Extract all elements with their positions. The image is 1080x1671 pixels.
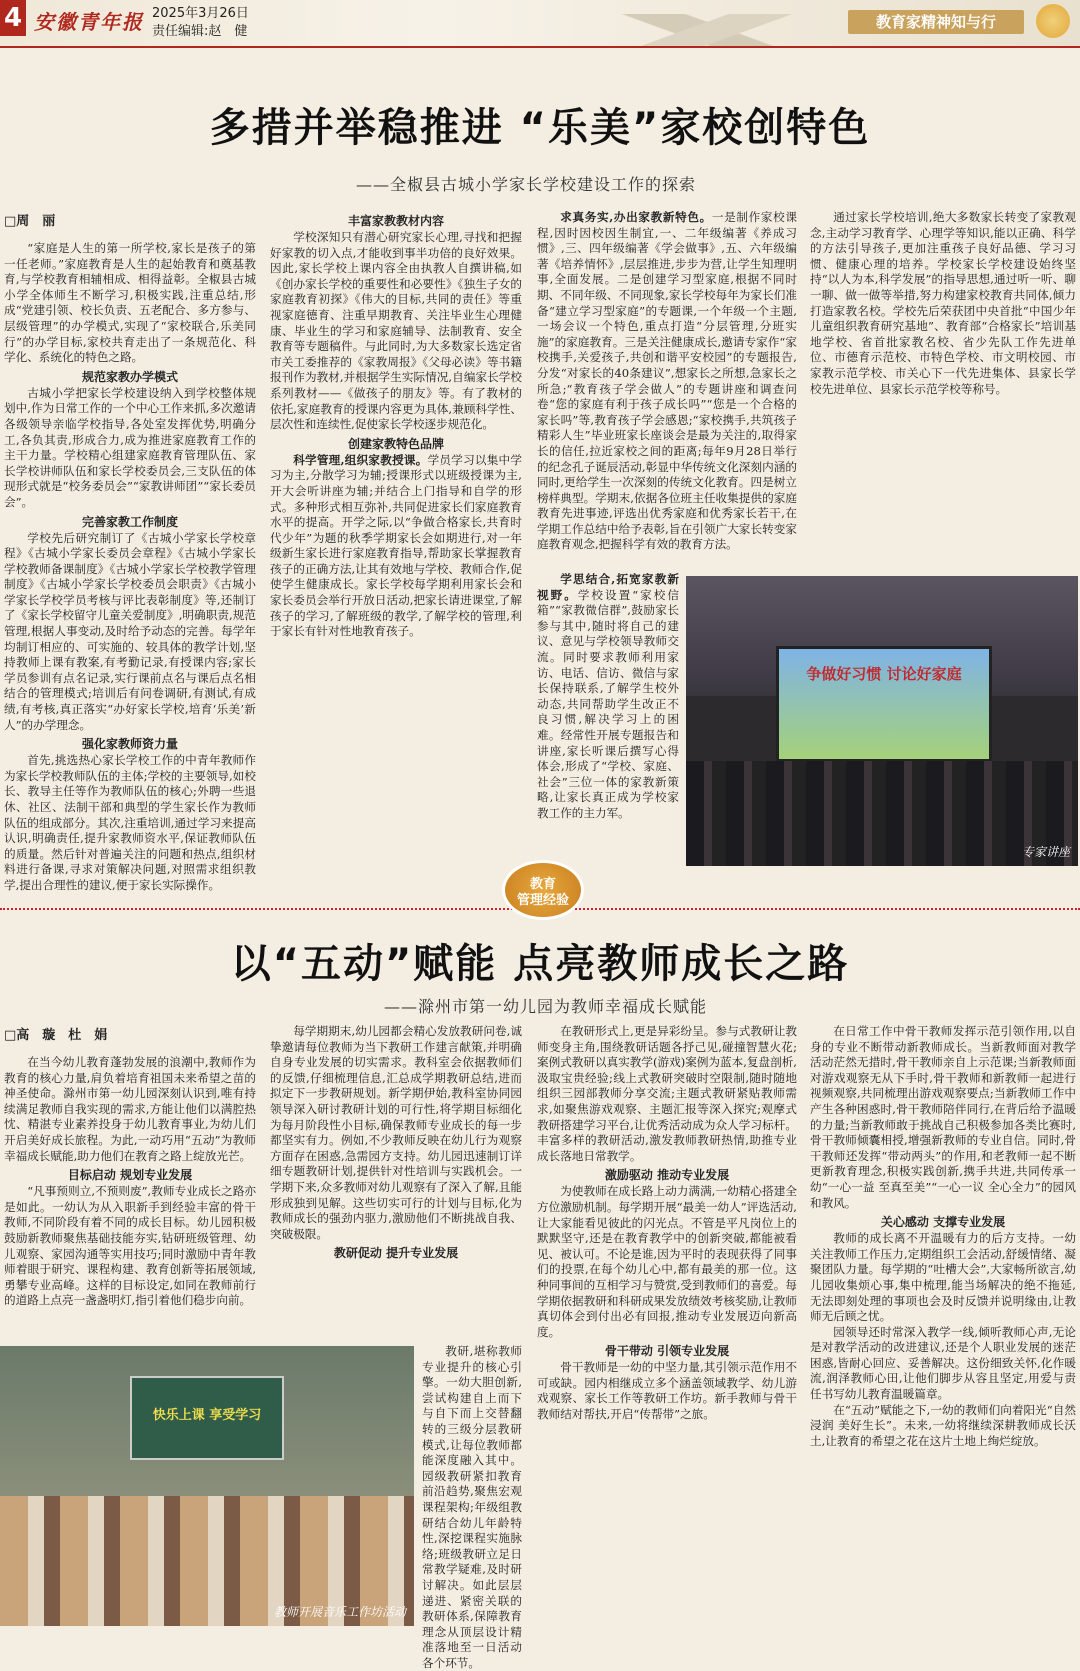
- article2-column-2-bottom: [422, 1344, 522, 1670]
- page-number: 4: [0, 0, 26, 36]
- section-heading: 目标启动 规划专业发展: [67, 1168, 193, 1183]
- section-heading: 教研促动 提升专业发展: [333, 1246, 459, 1261]
- section-heading: 关心感动 支撑专业发展: [880, 1215, 1006, 1230]
- section-heading: 骨干带动 引领专业发展: [604, 1344, 730, 1359]
- screen-banner: 争做好习惯 讨论好家庭: [806, 665, 962, 683]
- paper-logo: 安徽青年报: [34, 10, 144, 34]
- paragraph: 通过家长学校培训,绝大多数家长转变了家教观念,主动学习教育学、心理学等知识,能以正确、科学的方法引导孩子,更加注重孩子良好品德、学习习惯、健康心理的培养。学校家长学校建设始终坚持“以人为本,科学发展”的指导思想,通过听一听、聊一聊、做一做等举措,努力构建家校教育共同体,倾力打造家教名校。学校先后荣获团中央首批“中国少年儿童组织教育研究基地”、教育部“合格家长”培训基地学校、省首批家教名校、省少先队工作先进单位、市德育示范校、市特色学校、市文明校园、市家教示范学校、市关心下一代先进集体、县家长学校先进单位、县家长示范学校等称号。: [810, 210, 1076, 396]
- paragraph: 为使教师在成长路上动力满满,一幼精心搭建全方位激励机制。每学期开展“最美一幼人”评选活动,让大家能看见彼此的闪光点。不管是平凡岗位上的默默坚守,还是在教育教学中的创新突破,都能被看见、被认可。不论是谁,因为平时的表现获得了同事们的投票,在每个幼儿心中,都有最美的那一位。这种同事间的互相学习与赞赏,受到教师们的喜爱。每学期依据教研和科研成果发放绩效考核奖励,让教师真切体会到付出必有回报,推动专业发展迈向新高度。: [537, 1184, 797, 1339]
- paragraph: [537, 572, 679, 822]
- paragraph: 每学期期末,幼儿园都会精心发放教研问卷,诚挚邀请每位教师为当下教研工作建言献策,并明确自身专业发展的切实需求。教科室会依据教师们的反馈,仔细梳理信息,汇总成学期教研总结,进而拟定下一步教研规划。新学期伊始,教科室协同园领导深入研讨教研计划的可行性,将学期目标细化为每月阶段性小目标,确保教师专业成长的每一步都坚实有力。例如,不少教师反映在幼儿行为观察方面存在困惑,急需园方支持。幼儿园迅速制订详细专题教研计划,提供针对性培训与实践机会。一学期下来,众多教师对幼儿观察有了深入了解,且能形成独到见解。这些切实可行的计划与目标,化为教师成长的强劲内驱力,激励他们不断挑战自我、突破极限。: [270, 1024, 522, 1241]
- photo-caption: 专家讲座: [1021, 845, 1070, 859]
- paragraph: 骨干教师是一幼的中坚力量,其引领示范作用不可或缺。园内相继成立多个涵盖领域教学、幼儿游戏观察、家长工作等教研工作坊。新手教师与骨干教师结对帮扶,开启“传帮带”之旅。: [537, 1360, 797, 1422]
- section-heading: 强化家教师资力量: [81, 737, 178, 752]
- article2-subtitle: ——滁州市第一幼儿园为教师幸福成长赋能: [384, 997, 708, 1016]
- article2-column-4: [810, 1024, 1076, 1624]
- article1-title: 多措并举稳推进 “乐美”家校创特色: [209, 105, 871, 151]
- section-heading: 创建家教特色品牌: [347, 436, 444, 451]
- paragraph-body: 学校设置“家校信箱”“家教微信群”,鼓励家长参与其中,随时将自己的建议、意见与学校领导教师交流。同时要求教师利用家访、电话、信访、微信与家长保持联系,了解学生校外动态,共同帮助学生改正不良习惯,解决学习上的困难。经常性开展专题报告和讲座,家长听课后撰写心得体会,形成了“学校、家庭、社会”三位一体的家教新策略,让家长真正成为学校家教工作的主力军。: [537, 587, 679, 820]
- article2-column-3: [537, 1024, 797, 1624]
- badge-line-2: 管理经验: [516, 893, 569, 908]
- issue-date: 2025年3月26日: [152, 6, 249, 21]
- article1-subtitle: ——全椒县古城小学家长学校建设工作的探索: [356, 175, 697, 194]
- mountain-decoration: [600, 14, 830, 46]
- article1-author: □周 丽: [4, 214, 56, 229]
- section-heading: 规范家教办学模式: [81, 369, 178, 384]
- paragraph: 古城小学把家长学校建设纳入到学校整体规划中,作为日常工作的一个中心工作来抓,多次邀请各级领导亲临学校指导,各处室发挥优势,明确分工,各负其责,形成合力,成为推进家庭教育工作的主干力量。学校精心组建家庭教育管理队伍、家长学校讲师队伍和家长学校委员会,三支队伍的体现形式就是“校务委员会”“家教讲师团”“家长委员会”。: [4, 385, 256, 509]
- paragraph: 在日常工作中骨干教师发挥示范引领作用,以自身的专业不断带动新教师成长。当新教师面对教学活动茫然无措时,骨干教师亲自上示范课;当新教师面对游戏观察无从下手时,骨干教师和新教师一起进行视频观察,共同梳理出游戏观察要点;当新教师工作中产生各种困惑时,骨干教师陪伴同行,在背后给予温暖的力量;当新教师敢于挑战自己积极参加各类比赛时,骨干教师倾囊相授,增强新教师的专业自信。同时,骨干教师还发挥“带动两头”的作用,和老教师一起不断更新教育理念,积极实践创新,携手共进,共同传承一幼“一心一益 至真至美”“一心一议 全心全力”的园风和教风。: [810, 1024, 1076, 1210]
- article1-column-1: [4, 210, 256, 892]
- section-heading: 丰富家教教材内容: [347, 214, 444, 228]
- paragraph: 首先,挑选热心家长学校工作的中青年教师作为家长学校教师队伍的主体;学校的主要领导,如校长、教导主任等作为教师队伍的核心;外聘一些退休、社区、法制干部和典型的学生家长作为教师队伍的组成部分。其次,注重培训,通过学习来提高认识,明确责任,提升家教师资水平,保证教师队伍的质量。然后针对普遍关注的问题和热点,组织材料进行备课,寻求对策解决问题,对照需求组织教学,提出合理性的建议,便于家长实际操作。: [4, 753, 256, 892]
- paragraph-lead: 学思结合,拓宽家教新视野。: [537, 572, 679, 602]
- paragraph: [270, 453, 522, 640]
- article1-column-4: [810, 210, 1076, 570]
- editor-credit: 责任编辑:赵 健: [152, 24, 248, 39]
- section-heading: 完善家教工作制度: [81, 514, 178, 529]
- article2-title: 以“五动”赋能 点亮教师成长之路: [230, 941, 850, 987]
- music-workshop-photo: [0, 1346, 414, 1626]
- paragraph-body: 一是制作家校课程,因时因校因生制宜,一、二年级编著《养成习惯》,三、四年级编著《学会做事》,五、六年级编著《培养情怀》,层层推进,步步为营,让学生知理明事,全面发展。二是创建学习型家庭,根据不同时期、不同年级、不同现象,家长学校每年为家长们准备“建立学习型家庭”的专题课,一个年级一个主题,一场会议一个特色,重点打造“分层管理,分班实施”的家庭教育。三是关注健康成长,邀请专家作“家校携手,关爱孩子,共创和谐平安校园”的专题报告,分发“对家长的40条建议”,想家长之所想,急家长之所急;“教育孩子学会做人”的专题讲座和调查问卷“您的家庭有利于孩子成长吗”“您是一个合格的家长吗”等,教育孩子学会感恩;“家校携手,共筑孩子精彩人生”毕业班家长座谈会是最为关注的,取得家长的信任,拉近家校之间的距离;每年9月28日举行的纪念孔子诞辰活动,彰显中华传统文化深刻内涵的同时,更给学生一次深刻的传统文化教育。四是树立榜样典型。学期末,依据各位班主任收集提供的家庭教育先进事迹,评选出优秀家庭和优秀家长若干,在学期工作总结中给予表彰,旨在引领广大家长转变家庭教育观念,把握科学有效的教育方法。: [537, 210, 797, 552]
- column-name: 教育家精神知与行: [848, 10, 1024, 34]
- paragraph: “家庭是人生的第一所学校,家长是孩子的第一任老师。”家庭教育是人生的起始教育和奠基教育,与学校教育相辅相成、相得益彰。全椒县古城小学全体师生不断学习,积极实践,注重总结,形成“党建引领、校长负责、五老配合、多方参与、层级管理”的办学模式,实现了“家校联合,乐美同行”的办学目标,家校共育走出了一条规范化、科学化、系统化的特色之路。: [4, 241, 256, 365]
- paragraph-lead: 求真务实,办出家教新特色。: [560, 210, 712, 224]
- paragraph: 在教研形式上,更是异彩纷呈。参与式教研让教师变身主角,围绕教研话题各抒己见,碰撞智慧火花;案例式教研以真实教学(游戏)案例为蓝本,复盘剖析,汲取宝贵经验;线上式教研突破时空限制,随时随地组织三园部教师分享交流;主题式教研紧贴教师需求,如聚焦游戏观察、主题汇报等深入探究;观摩式教研搭建学习平台,让优秀活动成为众人学习标杆。丰富多样的教研活动,激发教师教研热情,助推专业成长落地日常教学。: [537, 1024, 797, 1163]
- paragraph: 教师的成长离不开温暖有力的后方支持。一幼关注教师工作压力,定期组织工会活动,舒缓情绪、凝聚团队力量。每学期的“吐槽大会”,大家畅所欲言,幼儿园收集烦心事,集中梳理,能当场解决的绝不拖延,无法即刻处理的事项也会及时反馈并说明缘由,让教师无后顾之忧。: [810, 1231, 1076, 1324]
- paragraph: [537, 210, 797, 553]
- classroom-board: [130, 1376, 284, 1460]
- projection-screen: [776, 646, 992, 762]
- article1-column-3-bottom: [537, 572, 679, 840]
- paragraph-body: 学员学习以集中学习为主,分散学习为辅;授课形式以班级授课为主,开大会听讲座为辅;并结合上门指导和自学的形式。多种形式相互弥补,共同促进家长们家庭教育水平的提高。开学之际,以“争做合格家长,共育时代少年”为题的秋季学期家长会如期进行,对一年级新生家长进行家庭教育指导,帮助家长掌握教育孩子的正确方法,让其有效地与学校、教师合作,促使学生健康成长。家长学校每学期利用家长会和家长委员会举行开放日活动,把家长请进课堂,了解孩子的学习,了解班级的教学,了解学校的管理,利于家长有针对性地教育孩子。: [270, 452, 522, 639]
- paragraph: 学校深知只有潜心研究家长心理,寻找和把握好家教的切入点,才能收到事半功倍的良好效果。因此,家长学校上课内容全由执教人自撰讲稿,如《创办家长学校的重要性和必要性》《独生子女的家庭教育初探》《伟大的目标,共同的责任》等重视家庭德育、注重早期教育、关注毕业生心理健康、毕业生的学习和家庭辅导、法制教育、安全教育等专题稿件。与此同时,为大多数家长选定省市关工委推荐的《家教周报》《父母必读》等书籍报刊作为教材,并根据学生实际情况,自编家长学校系列教材——《做孩子的朋友》等。有了教材的依托,家庭教育的授课内容更为具体,兼顾科学性、层次性和连续性,促使家长学校逐步规范化。: [270, 230, 522, 432]
- article1-column-3-top: [537, 210, 797, 570]
- paragraph-lead: 科学管理,组织家教授课。: [293, 452, 428, 467]
- badge-line-1: 教育: [529, 877, 556, 892]
- section-badge: [502, 860, 584, 920]
- section-heading: 激励驱动 推动专业发展: [604, 1168, 730, 1183]
- paragraph: 在“五动”赋能之下,一幼的教师们向着阳光“自然浸润 美好生长”。未来,一幼将继续深耕教师成长沃土,让教育的希望之花在这片土地上绚烂绽放。: [810, 1402, 1076, 1448]
- board-title: 快乐上课 享受学习: [152, 1408, 262, 1423]
- paragraph: 在当今幼儿教育蓬勃发展的浪潮中,教师作为教育的核心力量,肩负着培育祖国未来希望之苗的神圣使命。滁州市第一幼儿园深刻认识到,唯有持续满足教师自我实现的需求,方能让他们以满腔热忱、精湛专业素养投身于幼儿教育事业,为幼儿们开启美好成长旅程。为此,一动巧用“五动”为教师幸福成长赋能,助力他们在教育之路上绽放光芒。: [4, 1055, 256, 1163]
- page-header: [0, 0, 1080, 48]
- paragraph: 教研,堪称教师专业提升的核心引擎。一幼大胆创新,尝试构建自上而下与自下而上交替翻转的三级分层教研模式,让每位教师都能深度融入其中。园级教研紧扣教育前沿趋势,聚焦宏观课程架构;年级组教研结合幼儿年龄特性,深挖课程实施脉络;班级教研立足日常教学疑难,及时研讨解决。如此层层递进、紧密关联的教研体系,保障教育理念从顶层设计精准落地至一日活动各个环节。: [422, 1344, 522, 1670]
- article1-column-2: [270, 210, 522, 840]
- article2-column-1: [4, 1024, 256, 1342]
- audience-rows: [686, 761, 1078, 866]
- paragraph: 学校先后研究制订了《古城小学家长学校章程》《古城小学家长委员会章程》《古城小学家长学校教师备课制度》《古城小学家长学校教学管理制度》《古城小学家长学校委员会职责》《古城小学家长学校学员考核与评比表彰制度》等,还制订了《家长学校留守儿童关爱制度》,明确职责,规范管理,根据人事变动,及时给予动态的完善。每学年均制订相应的、可实施的、较具体的教学计划,坚持教师上课有教案,有考勤记录,有授课内容;家长学员参训有点名记录,实行课前点名与课后点名相结合的管理模式;培训后有问卷调研,有测试,有成绩,有考核,真正落实“办好家长学校,培育‘乐美’新人”的办学理念。: [4, 530, 256, 732]
- photo-caption: 教师开展音乐工作坊活动: [273, 1605, 406, 1619]
- article2-column-2-top: [270, 1024, 522, 1342]
- article2-author: □高 璇 杜 娟: [4, 1028, 108, 1043]
- sun-icon: [1036, 4, 1070, 38]
- paragraph: 园领导还时常深入教学一线,倾听教师心声,无论是对教学活动的改进建议,还是个人职业发展的迷茫困惑,皆耐心回应、妥善解决。这份细致关怀,化作暖流,润泽教师心田,让他们脚步从容且坚定,用爱与责任书写幼儿教育温暖篇章。: [810, 1324, 1076, 1402]
- paragraph: “凡事预则立,不预则废”,教师专业成长之路亦是如此。一幼认为从入职新手到经验丰富的骨干教师,不同阶段有着不同的成长目标。幼儿园积极鼓励新教师聚焦基础技能夯实,钻研班级管理、幼儿观察、家园沟通等实用技巧;同时激励中青年教师着眼于研究、课程构建、教育创新等拓展领域,勇攀专业高峰。这样的目标设定,如同在教师前行的道路上点亮一盏盏明灯,指引着他们稳步向前。: [4, 1184, 256, 1308]
- expert-lecture-photo: [686, 576, 1078, 866]
